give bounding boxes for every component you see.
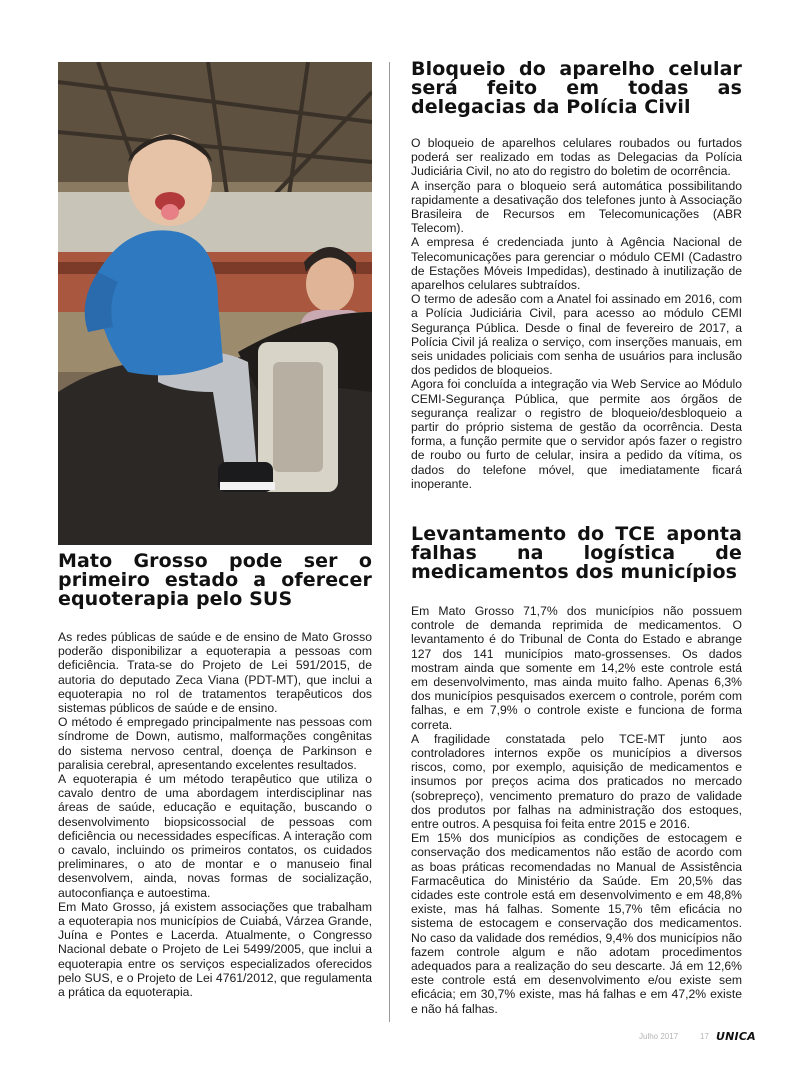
- footer-date: Julho 2017: [639, 1032, 679, 1041]
- right-article-2-header: [411, 525, 742, 582]
- right-article-1-header: [411, 60, 742, 117]
- article-photo-child-on-horse: [58, 62, 372, 545]
- right-article-2-paragraph: Em Mato Grosso 71,7% dos municípios não possuem controle de demanda reprimida de medicamentos. O levantamento é do Tribunal de Conta do Estado e abrange 127 dos 141 municípios mato-grossenses. Os dados mostram ainda que somente em 14,2% este controle está em desenvolvimento, mas ainda muito falho. Apenas 6,3% dos municípios pesquisados exercem o controle, porém com falhas, e em 7,9% o controle existe e funciona de forma correta.: [411, 604, 742, 732]
- right-article-1-paragraph: A empresa é credenciada junto à Agência Nacional de Telecomunicações para gerenciar o módulo CEMI (Cadastro de Estações Móveis Impedidas), destinado à inutilização de aparelhos celulares subtraídos.: [411, 235, 742, 293]
- left-article-paragraph: Em Mato Grosso, já existem associações que trabalham a equoterapia nos municípios de Cuiabá, Várzea Grande, Juína e Pontes e Lacerda. Atualmente, o Congresso Nacional debate o Projeto de Lei 5499/2005, que inclui a equoterapia entre os serviços especializados oferecidos pelo SUS, e o Projeto de Lei 4761/2012, que regulamenta a prática da equoterapia.: [58, 899, 372, 1000]
- column-divider: [389, 62, 390, 1022]
- left-article-paragraph: O método é empregado principalmente nas pessoas com síndrome de Down, autismo, malformações congênitas do sistema nervoso central, doença de Parkinson e paralisia cerebral, apresentando excelentes resultados.: [58, 715, 372, 772]
- right-article-2-paragraph: Em 15% dos municípios as condições de estocagem e conservação dos medicamentos não estão de acordo com as boas práticas recomendadas no Manual de Assistência Farmacêutica do Ministério da Saúde. Em 20,5% das cidades este controle está em desenvolvimento e em 48,8% existe, mas há falhas. Somente 15,7% têm eficácia no sistema de estocagem e conservação dos medicamentos. No caso da validade dos remédios, 9,4% dos municípios não fazem controle algum e não adotam procedimentos adequados para a realização do seu descarte. Já em 12,6% este controle está em desenvolvimento e/ou existe sem eficácia; em 30,7% existe, mas há falhas e em 47,2% existe e não há falhas.: [411, 831, 742, 1016]
- left-article-body: [58, 630, 372, 999]
- right-article-1-paragraph: O termo de adesão com a Anatel foi assinado em 2016, com a Polícia Judiciária Civil, para acesso ao módulo CEMI Segurança Pública. Desde o final de fevereiro de 2017, a Polícia Civil já realiza o serviço, com inserções manuais, em seis unidades policiais com senha de usuários para inclusão dos pedidos de bloqueios.: [411, 292, 742, 378]
- right-article-1-title: Bloqueio do aparelho celular será feito em todas as delegacias da Polícia Civil: [411, 58, 742, 118]
- right-article-2-title: Levantamento do TCE aponta falhas na logística de medicamentos dos municípios: [411, 523, 742, 583]
- right-article-1-paragraph: Agora foi concluída a integração via Web Service ao Módulo CEMI-Segurança Pública, que permite aos órgãos de segurança realizar o registro de bloqueio/desbloqueio a partir do próprio sistema de gestão da ocorrência. Desta forma, a função permite que o servidor após fazer o registro de roubo ou furto de celular, insira a pedido da vítima, os dados do telefone móvel, que imediatamente ficará inoperante.: [411, 377, 742, 491]
- right-article-1-paragraph: A inserção para o bloqueio será automática possibilitando rapidamente a desativação dos telefones junto à Associação Brasileira de Recursos em Telecomunicações (ABR Telecom).: [411, 178, 742, 236]
- right-article-1-paragraph: O bloqueio de aparelhos celulares roubados ou furtados poderá ser realizado em todas as Delegacias da Polícia Judiciária Civil, no ato do registro do boletim de ocorrência.: [411, 136, 742, 179]
- right-article-1-body: [411, 136, 742, 491]
- left-article-header: [58, 552, 372, 609]
- magazine-logo: UNICA: [716, 1030, 756, 1043]
- left-article-paragraph: A equoterapia é um método terapêutico que utiliza o cavalo dentro de uma abordagem interdisciplinar nas áreas de saúde, educação e equitação, buscando o desenvolvimento biopsicossocial de pessoas com deficiência ou necessidades específicas. A interação com o cavalo, incluindo os primeiros contatos, os cuidados preliminares, o ato de montar e o manuseio final desenvolvem, ainda, novas formas de socialização, autoconfiança e autoestima.: [58, 772, 372, 900]
- left-article-title: Mato Grosso pode ser o primeiro estado a oferecer equoterapia pelo SUS: [58, 550, 372, 610]
- right-article-2-paragraph: A fragilidade constatada pelo TCE-MT junto aos controladores internos expõe os municípios a diversos riscos, como, por exemplo, aquisição de medicamentos e insumos por preços acima dos praticados no mercado (sobrepreço), vencimento prematuro do prazo de validade dos produtos por falhas na administração dos estoques, entre outros. A pesquisa foi feita entre 2015 e 2016.: [411, 731, 742, 832]
- right-article-2-body: [411, 604, 742, 1016]
- footer-page-number: 17: [700, 1032, 709, 1041]
- left-article-paragraph: As redes públicas de saúde e de ensino de Mato Grosso poderão disponibilizar a equoterapia a pessoas com deficiência. Trata-se do Projeto de Lei 591/2015, de autoria do deputado Zeca Viana (PDT-MT), que inclui a equoterapia no rol de tratamentos terapêuticos dos sistemas públicos de saúde e de ensino.: [58, 630, 372, 716]
